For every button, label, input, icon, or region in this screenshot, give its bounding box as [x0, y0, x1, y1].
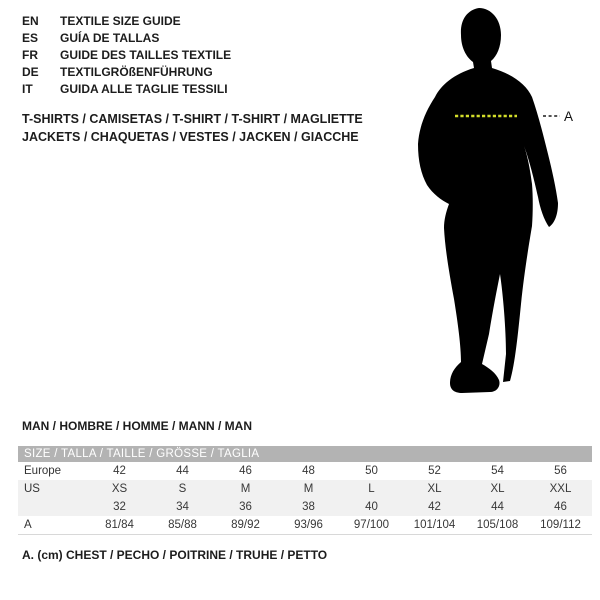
- table-cell: 89/92: [214, 516, 277, 535]
- table-cell: 93/96: [277, 516, 340, 535]
- table-cell: 105/108: [466, 516, 529, 535]
- table-cell: XL: [403, 480, 466, 498]
- table-cell: 44: [466, 498, 529, 516]
- table-cell: 46: [529, 498, 592, 516]
- language-label: GUÍA DE TALLAS: [60, 31, 160, 45]
- row-label: Europe: [24, 465, 62, 477]
- language-code: IT: [22, 82, 33, 96]
- measure-label-a: A: [564, 109, 574, 124]
- table-cell: 54: [491, 465, 504, 477]
- man-silhouette: [418, 8, 558, 393]
- table-cell: 34: [151, 498, 214, 516]
- table-cell: 97/100: [340, 516, 403, 535]
- table-header-row: [18, 446, 592, 462]
- language-row: [22, 81, 231, 98]
- table-header: SIZE / TALLA / TAILLE / GRÖSSE / TAGLIA: [18, 446, 592, 462]
- row-label: [18, 498, 88, 516]
- table-cell: 56: [554, 465, 567, 477]
- table-cell: 44: [176, 465, 189, 477]
- row-label: US: [18, 480, 88, 498]
- table-cell: XS: [88, 480, 151, 498]
- table-cell: M: [277, 480, 340, 498]
- table-cell: 32: [88, 498, 151, 516]
- table-row-us: [18, 480, 592, 498]
- language-code: DE: [22, 65, 39, 79]
- table-cell: S: [151, 480, 214, 498]
- table-cell: 42: [113, 465, 126, 477]
- language-label: TEXTILE SIZE GUIDE: [60, 14, 181, 28]
- row-label: A: [18, 516, 88, 535]
- table-cell: 36: [214, 498, 277, 516]
- footnote-chest-measure: A. (cm) CHEST / PECHO / POITRINE / TRUHE / PETTO: [22, 548, 328, 562]
- language-row: [22, 30, 231, 47]
- language-row: [22, 13, 231, 30]
- table-cell: 40: [340, 498, 403, 516]
- table-cell: 85/88: [151, 516, 214, 535]
- category-line-jackets: JACKETS / CHAQUETAS / VESTES / JACKEN / GIACCHE: [22, 129, 359, 144]
- category-line-tshirts: T-SHIRTS / CAMISETAS / T-SHIRT / T-SHIRT / MAGLIETTE: [22, 112, 363, 126]
- table-row-uk: [18, 498, 592, 516]
- language-row: [22, 47, 231, 64]
- section-title-man: MAN / HOMBRE / HOMME / MANN / MAN: [22, 419, 252, 433]
- table-cell: L: [340, 480, 403, 498]
- language-label: GUIDE DES TAILLES TEXTILE: [60, 48, 232, 62]
- table-cell: 46: [239, 465, 252, 477]
- table-cell: XXL: [529, 480, 592, 498]
- table-cell: 48: [302, 465, 315, 477]
- size-table: [18, 446, 592, 535]
- table-cell: M: [214, 480, 277, 498]
- language-label: TEXTILGRÖßENFÜHRUNG: [60, 65, 213, 79]
- language-code: FR: [22, 48, 38, 62]
- table-row-europe: [18, 462, 592, 480]
- table-cell: 42: [403, 498, 466, 516]
- table-row-chest: [18, 516, 592, 535]
- table-cell: 109/112: [529, 516, 592, 535]
- language-code: EN: [22, 14, 39, 28]
- language-code: ES: [22, 31, 39, 45]
- category-lines: [22, 111, 363, 146]
- language-list: [22, 13, 231, 98]
- language-row: [22, 64, 231, 81]
- table-cell: 38: [277, 498, 340, 516]
- table-cell: XL: [466, 480, 529, 498]
- table-cell: 52: [428, 465, 441, 477]
- table-cell: 81/84: [88, 516, 151, 535]
- table-cell: 50: [365, 465, 378, 477]
- table-cell: 101/104: [403, 516, 466, 535]
- man-silhouette-figure: [392, 4, 592, 404]
- language-label: GUIDA ALLE TAGLIE TESSILI: [60, 82, 228, 96]
